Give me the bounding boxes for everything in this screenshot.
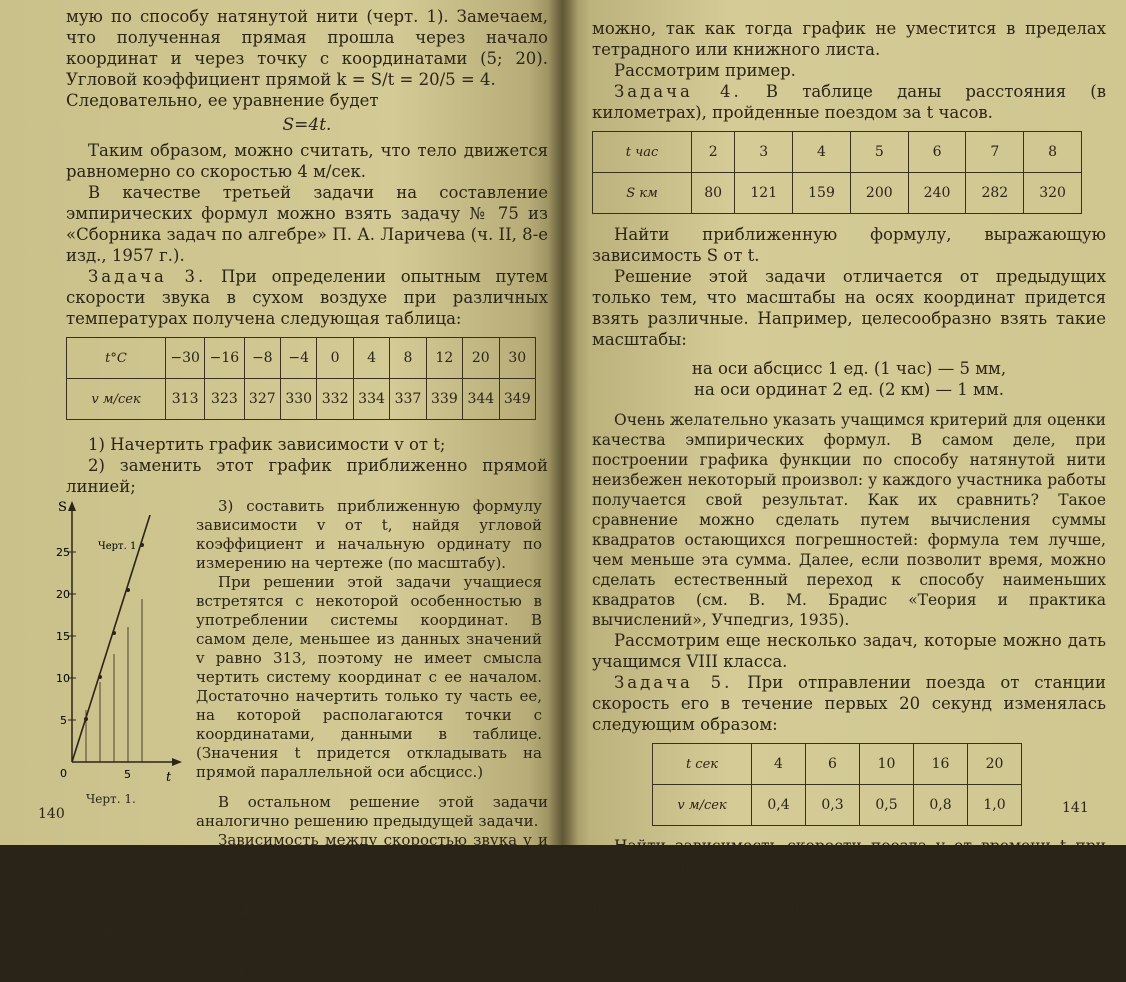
right-para-5: Очень желательно указать учащимся критерий для оценки качества эмпирических формул. В самом деле, при построении графика функции по способу натянутой нити неизбежен некоторый произвол: у каждого участника работы получается свой результат. Как их сравнить? Такое сравнение можно сделать путем вычисления суммы квадратов остающихся погрешностей: формула тем лучше, чем меньше эта сумма. Далее, если позволит время, можно сделать естественный переход к способу наименьших квадратов (см. В. М. Брадис «Теория и практика вычислений», Учпедгиз, 1935). bbox=[592, 411, 1106, 629]
left-para-6: В остальном решение этой задачи аналогично решению предыдущей задачи. bbox=[196, 793, 548, 830]
page-number-right: 141 bbox=[1062, 800, 1089, 816]
left-para-3: Таким образом, можно считать, что тело движется равномерно со скоростью 4 м/сек. bbox=[66, 141, 548, 181]
table-cell: 20 bbox=[463, 338, 499, 379]
task-5-label: Задача 5. bbox=[614, 673, 733, 692]
left-para-1: мую по способу натянутой нити (черт. 1). Замечаем, что полученная прямая прошла через начало координат и через точку с координатами (5; 20). Угловой коэффициент прямой k = S/t = 20/5 = 4. bbox=[66, 7, 548, 89]
table-cell: 3 bbox=[735, 132, 793, 173]
x-axis-label: t bbox=[166, 770, 172, 785]
left-page bbox=[0, 0, 562, 981]
task-6-text: Тело брошено вертикально вверх. По приведенным в таблице данным установить формулу зависимости его скорости v от времени t. bbox=[592, 877, 1106, 935]
table-cell: 0 bbox=[317, 338, 353, 379]
table-cell: 327 bbox=[244, 379, 280, 420]
table-row bbox=[593, 173, 1082, 214]
task-4-text: В таблице даны расстояния (в километрах), пройденные поездом за t часов. bbox=[592, 82, 1107, 122]
table-cell: 330 bbox=[280, 379, 316, 420]
figure-inner-label: Черт. 1 bbox=[98, 541, 137, 552]
figure-graph bbox=[58, 497, 186, 797]
right-para-3: Найти приближенную формулу, выражающую зависимость S от t. bbox=[592, 225, 1106, 265]
left-para-4: В качестве третьей задачи на составление эмпирических формул можно взять задачу № 75 из «Сборника задач по алгебре» П. А. Ларичева (ч. II, 8-е изд., 1957 г.). bbox=[66, 183, 548, 265]
table-cell: 20 bbox=[968, 744, 1022, 785]
table-cell: 4 bbox=[793, 132, 851, 173]
table-cell: 337 bbox=[390, 379, 426, 420]
task-3-steps bbox=[66, 434, 548, 497]
y-tick-label: 10 bbox=[56, 672, 70, 685]
table-cell: 4 bbox=[353, 338, 389, 379]
scale-y: на оси ординат 2 ед. (2 км) — 1 мм. bbox=[694, 380, 1004, 399]
task-4-label: Задача 4. bbox=[614, 82, 742, 101]
scale-x: на оси абсцисс 1 ед. (1 час) — 5 мм, bbox=[691, 359, 1007, 378]
table-cell: 344 bbox=[463, 379, 499, 420]
step-1: 1) Начертить график зависимости v от t; bbox=[88, 435, 446, 454]
table-cell: 30 bbox=[499, 338, 535, 379]
step-2: 2) заменить этот график приближенно прямой линией; bbox=[66, 456, 548, 496]
table-cell: 8 bbox=[1024, 132, 1082, 173]
y-tick-label: 0 bbox=[60, 767, 67, 780]
table-cell: 334 bbox=[353, 379, 389, 420]
table-cell: 12 bbox=[426, 338, 462, 379]
table-cell: 1,0 bbox=[968, 785, 1022, 826]
table-cell: 320 bbox=[1024, 173, 1082, 214]
table-row bbox=[653, 744, 1022, 785]
task-5-text: При отправлении поезда от станции скорость его в течение первых 20 секунд изменялась следующим образом: bbox=[592, 673, 1106, 734]
table-cell: 159 bbox=[793, 173, 851, 214]
figure-block bbox=[56, 497, 548, 806]
table-cell: −8 bbox=[244, 338, 280, 379]
table-row bbox=[67, 379, 536, 420]
task-4 bbox=[592, 81, 1106, 123]
table-cell: 7 bbox=[966, 132, 1024, 173]
table-cell: 323 bbox=[205, 379, 244, 420]
equation-v: v=0,6t+332. bbox=[317, 873, 427, 893]
task-6-label: Задача 6. bbox=[614, 877, 731, 895]
table-row-label: t сек bbox=[653, 744, 752, 785]
y-tick-label: 20 bbox=[56, 588, 70, 601]
table-cell: 0,4 bbox=[752, 785, 806, 826]
y-axis-label: S bbox=[58, 500, 67, 515]
table-row bbox=[653, 785, 1022, 826]
left-para-7: Зависимость между скоростью звука v и температурой воздуха t выразится в виде: bbox=[196, 831, 548, 868]
table-row-label: v м/сек bbox=[67, 379, 166, 420]
right-para-7: Найти зависимость скорости поезда v от времени t при движении поезда в течение этих 20 секунд. bbox=[592, 837, 1106, 875]
left-para-2: Следовательно, ее уравнение будет bbox=[66, 91, 379, 110]
table-cell: 313 bbox=[166, 379, 205, 420]
table-cell: 282 bbox=[966, 173, 1024, 214]
task-3-text: При определении опытным путем скорости звука в сухом воздухе при различных температурах получена следующая таблица: bbox=[66, 267, 548, 328]
step-3: 3) составить приближенную формулу зависимости v от t, найдя угловой коэффициент и начальную ординату по измерению на чертеже (по масштабу). bbox=[196, 497, 542, 572]
table-cell: −4 bbox=[280, 338, 316, 379]
table-cell: 121 bbox=[735, 173, 793, 214]
x-tick-label: 5 bbox=[124, 768, 131, 781]
figure-caption: Черт. 1. bbox=[86, 792, 136, 806]
task-3 bbox=[66, 266, 548, 329]
y-tick-label: 25 bbox=[56, 546, 70, 559]
table-cell: 8 bbox=[390, 338, 426, 379]
book-gutter bbox=[548, 0, 578, 845]
task-5 bbox=[592, 672, 1106, 735]
table-cell: 6 bbox=[908, 132, 966, 173]
table-cell: −16 bbox=[205, 338, 244, 379]
equation-s-4t: S=4t. bbox=[282, 115, 332, 135]
table-cell: 240 bbox=[908, 173, 966, 214]
table-train-distance bbox=[592, 131, 1082, 214]
table-cell: 200 bbox=[850, 173, 908, 214]
y-tick-label: 15 bbox=[56, 630, 70, 643]
table-row bbox=[593, 132, 1082, 173]
table-row bbox=[67, 338, 536, 379]
table-row-label: S км bbox=[593, 173, 692, 214]
right-para-6: Рассмотрим еще несколько задач, которые можно дать учащимся VIII класса. bbox=[592, 631, 1106, 671]
right-para-1: можно, так как тогда график не уместится в пределах тетрадного или книжного листа. bbox=[592, 19, 1106, 59]
table-cell: 4 bbox=[752, 744, 806, 785]
task-6 bbox=[592, 876, 1106, 936]
table-cell: 349 bbox=[499, 379, 535, 420]
table-cell: 10 bbox=[860, 744, 914, 785]
table-cell: 0,5 bbox=[860, 785, 914, 826]
y-tick-label: 5 bbox=[60, 714, 67, 727]
right-page bbox=[562, 0, 1126, 935]
page-number-left: 140 bbox=[38, 806, 65, 822]
table-cell: 2 bbox=[692, 132, 735, 173]
table-row-label: t час bbox=[593, 132, 692, 173]
table-cell: 339 bbox=[426, 379, 462, 420]
table-cell: 0,3 bbox=[806, 785, 860, 826]
table-row-label: v м/сек bbox=[653, 785, 752, 826]
table-cell: 0,8 bbox=[914, 785, 968, 826]
table-train-speed bbox=[652, 743, 1022, 826]
table-cell: 80 bbox=[692, 173, 735, 214]
table-sound-speed bbox=[66, 337, 536, 420]
left-para-8: Решая данные задачи, учащиеся брали одинаковые масштабы на осях координат, но это невсегда удобно. Нередко случается, что одинаковые масштабы на осях координат взять просто невоз- bbox=[66, 899, 548, 981]
task-3-label: Задача 3. bbox=[88, 267, 207, 286]
table-row-label: t°C bbox=[67, 338, 166, 379]
table-cell: 332 bbox=[317, 379, 353, 420]
table-cell: 5 bbox=[850, 132, 908, 173]
left-para-5: При решении этой задачи учащиеся встретятся с некоторой особенностью в употреблении системы координат. В самом деле, меньшее из данных значений v равно 313, поэтому не имеет смысла чертить систему координат с ее началом. Достаточно начертить только ту часть ее, на которой располагаются точки с координатами, данными в таблице. (Значения t придется откладывать на прямой параллельной оси абсцисс.) bbox=[196, 573, 542, 781]
table-cell: 16 bbox=[914, 744, 968, 785]
table-cell: −30 bbox=[166, 338, 205, 379]
figure-side-text bbox=[196, 497, 542, 782]
right-para-2: Рассмотрим пример. bbox=[614, 61, 796, 80]
table-cell: 6 bbox=[806, 744, 860, 785]
right-para-4: Решение этой задачи отличается от предыдущих только тем, что масштабы на осях координат придется взять различные. Например, целесообразно взять такие масштабы: bbox=[592, 267, 1106, 349]
